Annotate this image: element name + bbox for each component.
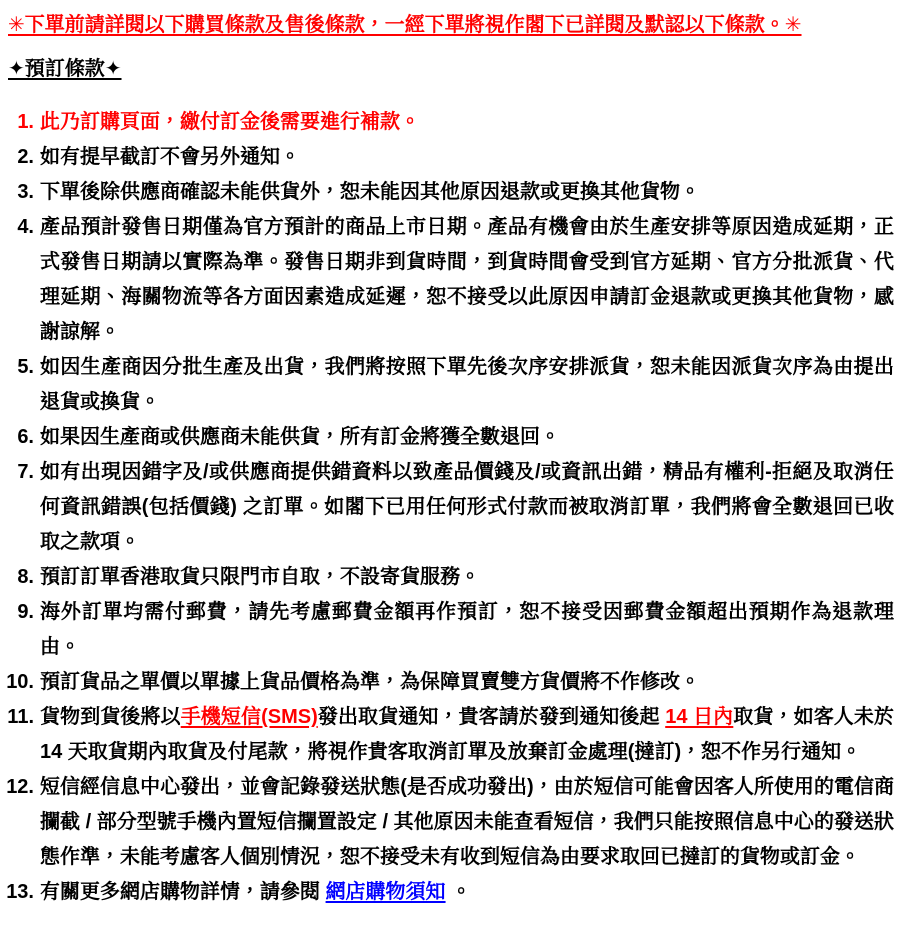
purchase-terms-warning: ✳下單前請詳閱以下購買條款及售後條款，一經下單將視作閣下已詳閱及默認以下條款。✳ [8,14,802,36]
term-item [0,665,913,700]
term-item [0,105,913,140]
term-item [0,595,913,665]
term-text: 下單後除供應商確認未能供貨外，恕未能因其他原因退款或更換其他貨物。 [40,181,700,203]
term-item [0,420,913,455]
term-text: 預訂訂單香港取貨只限門市自取，不設寄貨服務。 [40,566,480,588]
term-number: 9. [17,601,34,623]
term-number: 10. [6,671,34,693]
term-number: 2. [17,146,34,168]
term-text: 產品預計發售日期僅為官方預計的商品上市日期。產品有機會由於生產安排等原因造成延期，正式發售日期請以實際為準。發售日期非到貨時間，到貨時間會受到官方延期、官方分批派貨、代理延期、海關物流等各方面因素造成延遲，恕不接受以此原因申請訂金退款或更換其他貨物，感謝諒解。 [40,216,894,343]
term-item [0,455,913,560]
term-text: 海外訂單均需付郵費，請先考慮郵費金額再作預訂，恕不接受因郵費金額超出預期作為退款理由。 [40,601,894,658]
term-number: 1. [17,111,34,133]
term-item [0,140,913,175]
term-number: 6. [17,426,34,448]
term-text: 如有提早截訂不會另外通知。 [40,146,300,168]
term-text: 如有出現因錯字及/或供應商提供錯資料以致產品價錢及/或資訊出錯，精品有權利-拒絕及取消任何資訊錯誤(包括價錢) 之訂單。如閣下已用任何形式付款而被取消訂單，我們將會全數退回已收取之款項。 [40,461,894,553]
term-text: 此乃訂購頁面，繳付訂金後需要進行補款。 [40,111,420,133]
term-text: 有關更多網店購物詳情，請參閱 網店購物須知 。 [40,881,472,903]
term-item [0,770,913,875]
term-item [0,175,913,210]
sms-notice-highlight: 手機短信(SMS) [180,706,318,728]
term-number: 4. [17,216,34,238]
term-number: 12. [6,776,34,798]
store-policy-link[interactable]: 網店購物須知 [325,881,446,903]
term-number: 3. [17,181,34,203]
term-item [0,210,913,350]
term-number: 8. [17,566,34,588]
term-text: 如果因生產商或供應商未能供貨，所有訂金將獲全數退回。 [40,426,560,448]
term-number: 7. [17,461,34,483]
term-item [0,560,913,595]
term-item [0,350,913,420]
preorder-terms-title: ✦預訂條款✦ [8,58,122,80]
terms-list [0,105,913,910]
term-text: 如因生產商因分批生產及出貨，我們將按照下單先後次序安排派貨，恕未能因派貨次序為由提出退貨或換貨。 [40,356,894,413]
term-text: 預訂貨品之單價以單據上貨品價格為準，為保障買賣雙方貨價將不作修改。 [40,671,700,693]
term-number: 11. [7,706,34,728]
pickup-deadline-highlight: 14 日內 [665,706,734,728]
term-item [0,875,913,910]
term-text: 短信經信息中心發出，並會記錄發送狀態(是否成功發出)，由於短信可能會因客人所使用的電信商攔截 / 部分型號手機內置短信攔置設定 / 其他原因未能查看短信，我們只能按照信息中心的發送狀態作準，未能考慮客人個別情況，恕不接受未有收到短信為由要求取回已撻訂的貨物或訂金。 [40,776,894,868]
term-number: 13. [6,881,34,903]
term-item [0,700,913,770]
term-text: 貨物到貨後將以手機短信(SMS)發出取貨通知，貴客請於發到通知後起 14 日內取貨，如客人未於 14 天取貨期內取貨及付尾款，將視作貴客取消訂單及放棄訂金處理(撻訂)，恕不作另行通知。 [40,706,895,763]
term-number: 5. [17,356,34,378]
